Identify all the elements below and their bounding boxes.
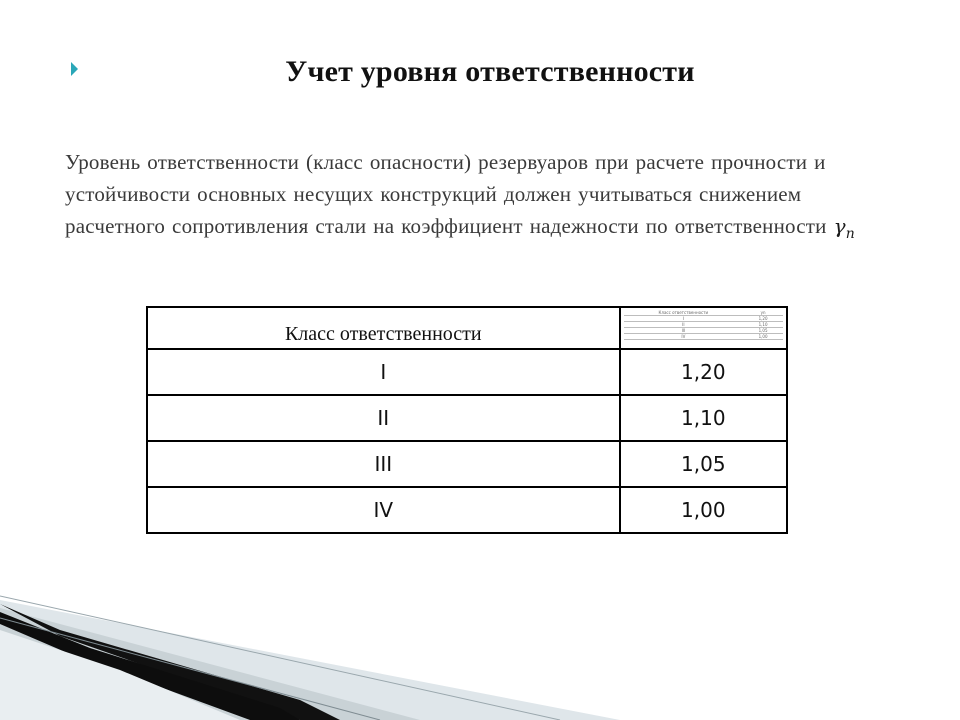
header-mini-table-cell: [620, 307, 787, 349]
coef-cell: 1,10: [620, 395, 787, 441]
class-cell: I: [147, 349, 620, 395]
class-cell: IV: [147, 487, 620, 533]
class-cell: III: [147, 441, 620, 487]
table-row: [147, 395, 787, 441]
body-paragraph: [65, 146, 865, 250]
header-class-cell: Класс ответственности: [147, 307, 620, 349]
body-text: Уровень ответственности (класс опасности) резервуаров при расчете прочности и устойчивости основных несущих конструкций должен учитываться снижением расчетного сопротивления стали на коэффициент надежности по ответственности: [65, 150, 827, 238]
table-row: [147, 487, 787, 533]
table-row: [147, 349, 787, 395]
mini-row: III 1,05: [624, 328, 783, 334]
table-row: [147, 441, 787, 487]
table-header-row: [147, 307, 787, 349]
mini-table-thumbnail: [624, 310, 783, 340]
gamma-n-symbol: $\gamma_n$: [833, 214, 855, 242]
mini-row: II 1,10: [624, 322, 783, 328]
coef-cell: 1,00: [620, 487, 787, 533]
class-cell: II: [147, 395, 620, 441]
responsibility-table: [146, 306, 788, 534]
mini-row: I 1,20: [624, 316, 783, 322]
decorative-swoosh: [0, 590, 960, 720]
mini-row: IV 1,00: [624, 334, 783, 340]
mini-header: Класс ответственности: [624, 310, 744, 316]
mini-header-gamma: γn: [743, 310, 783, 316]
coef-cell: 1,20: [620, 349, 787, 395]
slide-title: Учет уровня ответственности: [285, 55, 695, 88]
coef-cell: 1,05: [620, 441, 787, 487]
